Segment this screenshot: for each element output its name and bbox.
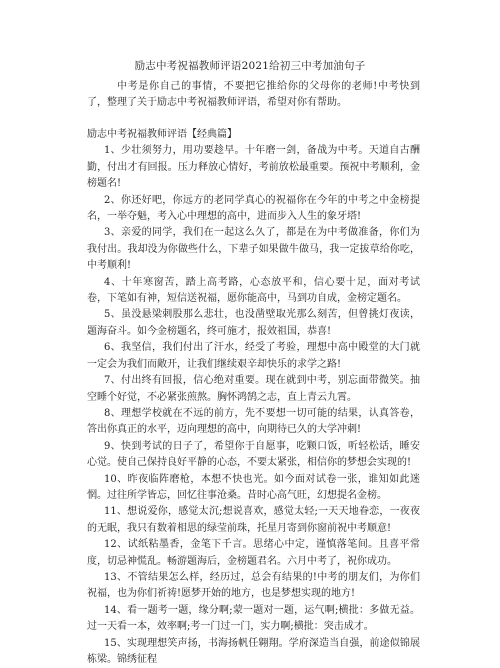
- list-item: 15、实现理想笑声扬，书海扬帆任翱翔。学府深造当自强，前途似锦展栋梁。锦绣征程: [87, 637, 420, 665]
- list-item: 6、我坚信，我们付出了汗水，经受了考验，理想中高中殿堂的大门就一定会为我们而敞开，让我们继续艰辛却快乐的求学之路!: [87, 342, 420, 370]
- list-item: 8、理想学校就在不远的前方，先不要想一切可能的结果，认真答卷，答出你真正的水平，迈向理想的高中，向期待已久的大学冲刺!: [87, 407, 420, 436]
- list-item: 12、试纸粘墨香，金笔下千言。思绪心中定，谨慎落笔间。且喜平常度，切忌神慌乱。畅游题海后，金榜题君名。六月中考了，祝你成功。: [87, 539, 420, 567]
- list-item: 11、想说爱你，感觉太沉;想说喜欢，感觉太轻;一天天地眷恋，一夜夜的无眠，我只有数着相思的绿莹前珠，托星月寄到你窗前祝中考顺意!: [87, 506, 420, 534]
- list-item: 3、亲爱的同学，我们在一起这么久了，都是在为中考做准备，你们为我付出。我却没为你做些什么，下辈子如果做牛做马，我一定拔草给你吃，中考顺利!: [87, 227, 420, 272]
- list-item: 10、昨夜临阵磨枪，本想不快也光。如今面对试卷一张，谁知如此迷惘。过往所学皆忘，回忆往事沧桑。昔时心高气旺，幻想提名金榜。: [87, 473, 420, 501]
- list-item: 9、快到考试的日子了，希望你于自愿事，吃颗口饭，听轻松话，睡安心觉。使自己保持良好平静的心态，不要太紧张，相信你的梦想会实现的!: [87, 440, 420, 469]
- list-item: 7、付出终有回报，信心绝对重要。现在就到中考，别忘面带微笑。抽空睡个好觉，不必紧张煎熬。胸怀鸿鹄之志，直上青云九霄。: [87, 375, 420, 403]
- content-body: [87, 127, 420, 668]
- list-item: 14、看一题考一题，缘分啊;蒙一题对一题，运气啊;横批：多做无益。过一天看一本，效率啊;考一门过一门，实力啊;横批：突击成才。: [87, 604, 420, 633]
- section-heading: 励志中考祝福教师评语【经典篇】: [87, 129, 237, 140]
- list-item: 4、十年寒窗苦，踏上高考路，心态放平和，信心要十足，面对考试卷，下笔如有神，短信送祝福，愿你能高中，马到功自成，金榜定题名。: [87, 276, 420, 305]
- list-item: 1、少壮须努力，用功要趁早。十年磨一剑，备战为中考。天道自古酬勤，付出才有回报。压力释放心情好，考前放松最重要。预祝中考顺利，金榜题名!: [87, 145, 420, 190]
- list-item: 5、虽没悬梁刺股那么悲壮，也没凿壁取光那么刻苦，但曾挑灯夜读，题海奋斗。如今金榜题名，终可施才，报效祖国，恭喜!: [87, 309, 420, 337]
- article-title: 励志中考祝福教师评语2021给初三中考加油句子: [134, 60, 366, 72]
- list-item: 2、你还好吧，你远方的老同学真心的祝福你在今年的中考之中金榜提名，一举夺魁，考入心中理想的高中，进而步入人生的象牙塔!: [87, 194, 420, 223]
- intro-paragraph: 中考是你自己的事情，不要把它推给你的父母你的老师!中考快到了，整理了关于励志中考祝福教师评语，希望对你有帮助。: [87, 81, 420, 109]
- list-item: 13、不管结果怎么样，经历过，总会有结果的!中考的朋友们，为你们祝福，也为你们祈祷!愿梦开始的地方，也是梦想实现的地方!: [87, 571, 420, 600]
